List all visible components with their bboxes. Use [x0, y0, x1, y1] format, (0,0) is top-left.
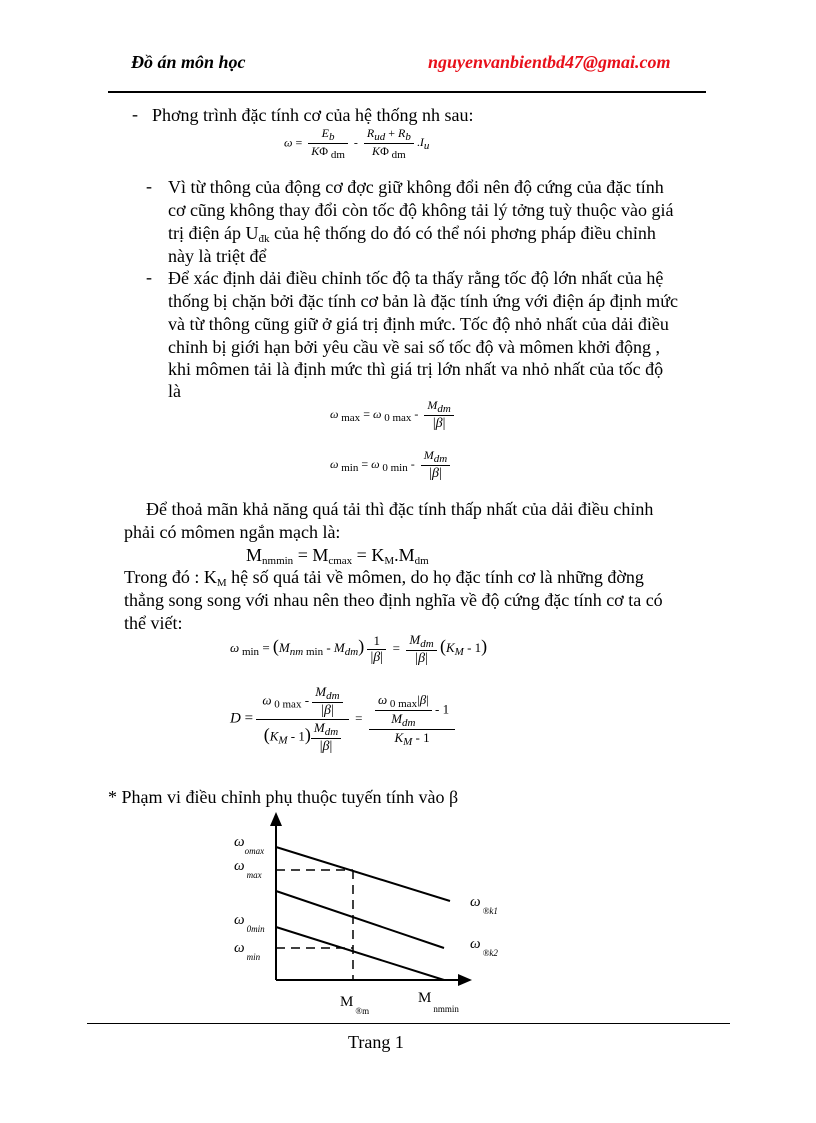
x-axis-arrow	[458, 974, 472, 986]
equation-omega-min-km: ω $_{min} = (M_{nm min} - M_{dm})$ $\frac{1}{|\beta|}$ = $\frac{M_{dm}}{|\beta|}$ $(K_M - 1)$	[230, 632, 488, 666]
label-omega-0min: $\omega_{0min}$	[234, 912, 265, 934]
para-2-line-3: thể viết:	[124, 613, 183, 633]
characteristic-line-min	[276, 927, 444, 980]
bullet-3-line-5: khi mômen tải là định mức thì giá trị lớn nhất va nhỏ nhất của tốc độ	[168, 359, 664, 379]
speed-torque-graph	[220, 810, 520, 1020]
bullet-1-text: Phơng trình đặc tính cơ của hệ thống nh sau:	[152, 105, 474, 125]
y-axis-arrow	[270, 812, 282, 826]
bullet-2-line-3: trị điện áp $U_{đk}$ của hệ thống do đó có thể nói phơng pháp điều chỉnh	[168, 223, 656, 245]
para-1-line-1: Để thoả mãn khả năng quá tải thì đặc tính thấp nhất của dải điều chỉnh	[146, 499, 654, 519]
bullet-2-line-2: cơ cũng không thay đổi còn tốc độ không tải lý tởng tuỳ thuộc vào giá	[168, 200, 674, 220]
bullet-2-line-4: này là triệt để	[168, 246, 267, 266]
equation-speed: ω = $\frac{E_b}{K\Phi _{dm}}$ - $\frac{R_{ud} + R_b}{K\Phi _{dm}}$ $.I_u$	[284, 126, 430, 161]
note-beta: * Phạm vi điều chỉnh phụ thuộc tuyến tính vào β	[108, 787, 459, 807]
label-omega-dk1: $\omega_{®k1}$	[470, 894, 498, 916]
bullet-dash: -	[146, 176, 152, 196]
bullet-3-line-4: chỉnh bị giới hạn bởi yêu cầu về sai số tốc độ và mômen khởi động ,	[168, 337, 660, 357]
label-omega-max: $\omega_{max}$	[234, 858, 262, 880]
characteristic-line-k2	[276, 891, 444, 948]
page-number: Trang 1	[348, 1032, 404, 1052]
label-m-nmmin: $M_{nmmin}$	[418, 990, 459, 1014]
bullet-dash: -	[146, 267, 152, 287]
bullet-3-line-3: và từ thông cũng giữ ở giá trị định mức. Tốc độ nhỏ nhất của dải điều	[168, 314, 669, 334]
para-1-line-2: phải có mômen ngắn mạch là:	[124, 522, 341, 542]
label-m-dm: $M_{®m}$	[340, 994, 370, 1016]
bullet-dash: -	[132, 104, 138, 124]
bullet-3-line-2: thống bị chặn bởi đặc tính cơ bản là đặc tính ứng với điện áp định mức	[168, 291, 678, 311]
header-title: Đồ án môn học	[131, 52, 246, 72]
bullet-2-line-1: Vì từ thông của động cơ đợc giữ không đổi nên độ cứng của đặc tính	[168, 177, 664, 197]
equation-range-d: D = ω $_{0 max}$ - $\frac{M_{dm}}{|\beta|}$ $(K_M - 1)$ $\frac{M_{dm}}{|\beta|}$ = $\frac{\omega _{0 max}|\beta|}{M_{dm}}$ - 1 $K_M - 1$	[230, 684, 455, 755]
bullet-3-line-1: Để xác định dải điều chỉnh tốc độ ta thấy rằng tốc độ lớn nhất của hệ	[168, 268, 664, 288]
label-omega-0max: $\omega_{omax}$	[234, 834, 265, 856]
equation-omega-max: ω $_{max}$ = ω $_{0 max}$ - $\frac{M_{dm}}{|\beta|}$	[330, 398, 454, 432]
equation-omega-min: ω $_{min}$ = ω $_{0 min}$ - $\frac{M_{dm}}{|\beta|}$	[330, 448, 450, 482]
para-2-line-1: Trong đó : $K_M$ hệ số quá tải về mômen, do họ đặc tính cơ là những đờng	[124, 567, 644, 589]
header-rule	[108, 91, 706, 93]
equation-short-circuit-torque: $M_{nmmin} = M_{cmax} = K_M.M_{dm}$	[246, 545, 429, 567]
para-2-line-2: thẳng song song với nhau nên theo định nghĩa về độ cứng đặc tính cơ ta có	[124, 590, 663, 610]
bullet-3-line-6: là	[168, 381, 181, 401]
header-email: nguyenvanbientbd47@gmai.com	[428, 52, 671, 72]
label-omega-min: $\omega_{min}$	[234, 940, 261, 962]
characteristic-line-k1	[276, 847, 450, 901]
label-omega-dk2: $\omega_{®k2}$	[470, 936, 498, 958]
footer-rule	[87, 1023, 730, 1024]
